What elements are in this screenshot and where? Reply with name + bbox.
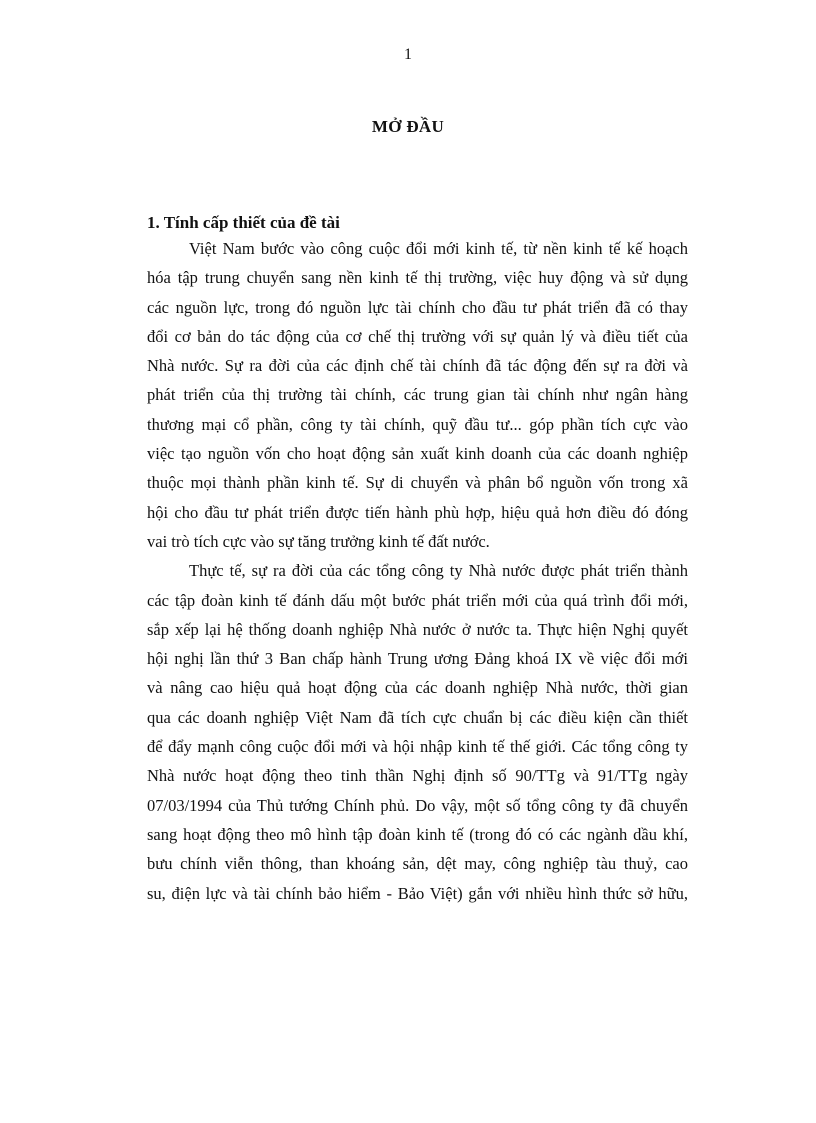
text-line: sang hoạt động theo mô hình tập đoàn kinh tế (trong đó có các ngành dầu khí,	[147, 824, 688, 844]
text-line: việc tạo nguồn vốn cho hoạt động sản xuất kinh doanh của các doanh nghiệp	[147, 444, 688, 464]
text-line: phát triển của thị trường tài chính, các trung gian tài chính như ngân hàng	[147, 385, 688, 405]
text-line: hội cho đầu tư phát triển được tiến hành phù hợp, hiệu quả hơn điều đó đóng	[147, 502, 688, 522]
text-line: để đẩy mạnh công cuộc đổi mới và hội nhập kinh tế thế giới. Các tổng công ty	[147, 737, 688, 757]
text-line: vai trò tích cực vào sự tăng trưởng kinh tế đất nước.	[147, 531, 490, 551]
text-line: Thực tế, sự ra đời của các tổng công ty Nhà nước được phát triển thành	[189, 561, 688, 581]
chapter-title: MỞ ĐẦU	[371, 117, 445, 136]
page-number: 1	[404, 46, 412, 63]
text-line: bưu chính viễn thông, than khoáng sản, dệt may, công nghiệp tàu thuỷ, cao	[147, 854, 688, 874]
text-line: hội nghị lần thứ 3 Ban chấp hành Trung ương Đảng khoá IX về việc đổi mới	[147, 649, 688, 669]
text-line: thương mại cổ phần, công ty tài chính, quỹ đầu tư... góp phần tích cực vào	[147, 414, 688, 434]
text-line: Nhà nước hoạt động theo tinh thần Nghị định số 90/TTg và 91/TTg ngày	[147, 766, 688, 786]
paragraph-1	[147, 234, 688, 556]
text-line: su, điện lực và tài chính bảo hiểm - Bảo Việt) gắn với nhiều hình thức sở hữu,	[147, 883, 688, 903]
text-line: qua các doanh nghiệp Việt Nam đã tích cực chuẩn bị các điều kiện cần thiết	[147, 707, 688, 727]
text-line: sắp xếp lại hệ thống doanh nghiệp Nhà nước ở nước ta. Thực hiện Nghị quyết	[147, 619, 688, 639]
text-line: hóa tập trung chuyển sang nền kinh tế thị trường, việc huy động và sử dụng	[147, 268, 688, 288]
text-line: các tập đoàn kinh tế đánh dấu một bước phát triển mới của quá trình đổi mới,	[147, 590, 688, 610]
text-line: 07/03/1994 của Thủ tướng Chính phủ. Do vậy, một số tổng công ty đã chuyển	[147, 795, 688, 815]
text-line: Nhà nước. Sự ra đời của các định chế tài chính đã tác động đến sự ra đời và	[147, 356, 688, 376]
section-heading: 1. Tính cấp thiết của đề tài	[147, 213, 340, 232]
text-line: và nâng cao hiệu quả hoạt động của các doanh nghiệp Nhà nước, thời gian	[147, 678, 688, 698]
paragraph-2	[147, 556, 688, 908]
text-line: thuộc mọi thành phần kinh tế. Sự di chuyển và phân bổ nguồn vốn trong xã	[147, 473, 688, 493]
text-line: đổi cơ bản do tác động của cơ chế thị trường với sự quản lý và điều tiết của	[147, 326, 688, 346]
text-line: các nguồn lực, trong đó nguồn lực tài chính cho đầu tư phát triển đã có thay	[147, 297, 688, 317]
text-line: Việt Nam bước vào công cuộc đổi mới kinh tế, từ nền kinh tế kế hoạch	[189, 239, 688, 258]
body-text	[147, 234, 688, 908]
